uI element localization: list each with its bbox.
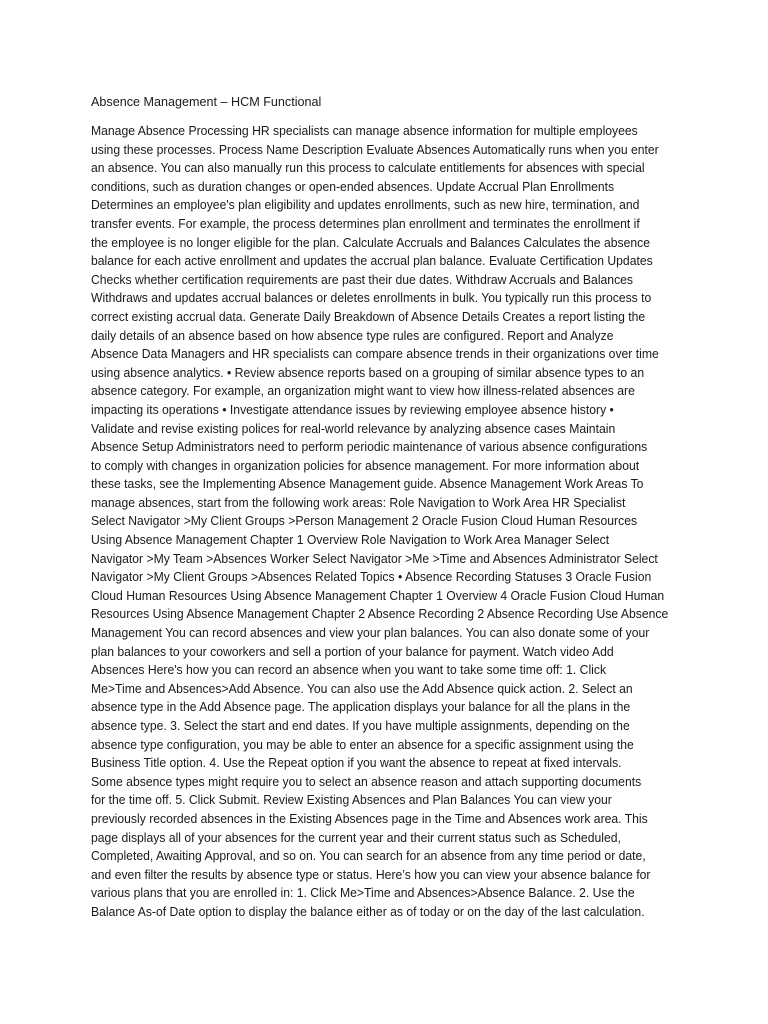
body-text-line: an absence. You can also manually run this process to calculate entitlements for absences with special [91, 161, 645, 176]
body-text-line: Select Navigator >My Client Groups >Person Management 2 Oracle Fusion Cloud Human Resources [91, 514, 638, 529]
body-text-line: Some absence types might require you to select an absence reason and attach supporting documents [91, 774, 642, 789]
body-text-line: balance for each active enrollment and updates the accrual plan balance. Evaluate Certification Updates [91, 254, 653, 269]
body-text-line: absence type. 3. Select the start and end dates. If you have multiple assignments, depending on the [91, 719, 630, 733]
body-text-line: to comply with changes in organization policies for absence management. For more information about [91, 458, 640, 473]
body-text-line: the employee is no longer eligible for the plan. Calculate Accruals and Balances Calculates the absence [91, 235, 651, 250]
body-text-line: Validate and revise existing polices for real-world relevance by analyzing absence cases Maintain [91, 421, 616, 436]
document-body [91, 122, 691, 922]
body-text-line: and even filter the results by absence type or status. Here’s how you can view your absence balance for [91, 867, 651, 882]
body-text-line: absence type configuration, you may be able to enter an absence for a specific assignment using the [91, 737, 634, 752]
body-text-line: Checks whether certification requirements are past their due dates. Withdraw Accruals and Balances [91, 272, 634, 287]
body-text-line: absence category. For example, an organization might want to view how illness-related absences are [91, 384, 635, 399]
body-text-line: Me>Time and Absences>Add Absence. You can also use the Add Absence quick action. 2. Select an [91, 681, 633, 696]
body-text-line: using these processes. Process Name Description Evaluate Absences Automatically runs when you enter [91, 142, 659, 157]
body-text-line: Using Absence Management Chapter 1 Overview Role Navigation to Work Area Manager Select [91, 533, 610, 548]
body-text-line: conditions, such as duration changes or open-ended absences. Update Accrual Plan Enrollments [91, 179, 615, 194]
body-text-line: Business Title option. 4. Use the Repeat option if you want the absence to repeat at fixed intervals. [91, 756, 622, 771]
body-text-line: Absences Here's how you can record an absence when you want to take some time off: 1. Click [91, 663, 607, 678]
body-text-line: Absence Data Managers and HR specialists can compare absence trends in their organizations over time [91, 347, 659, 362]
body-text-line: Completed, Awaiting Approval, and so on. You can search for an absence from any time period or date, [91, 849, 646, 864]
body-text-line: plan balances to your coworkers and sell a portion of your balance for payment. Watch video Add [91, 644, 614, 659]
body-text-line: Navigator >My Team >Absences Worker Select Navigator >Me >Time and Absences Administrator Select [91, 551, 658, 566]
body-text-line: daily details of an absence based on how absence type rules are configured. Report and Analyze [91, 328, 614, 343]
body-text-line: using absence analytics. • Review absence reports based on a grouping of similar absence types to an [91, 365, 645, 380]
document-title: Absence Management – HCM Functional [91, 95, 322, 109]
body-text-line: these tasks, see the Implementing Absence Management guide. Absence Management Work Areas To [91, 477, 644, 492]
body-text-line: correct existing accrual data. Generate Daily Breakdown of Absence Details Creates a report listing the [91, 309, 646, 324]
body-text-line: Navigator >My Client Groups >Absences Related Topics • Absence Recording Statuses 3 Oracle Fusion [91, 570, 652, 585]
body-text-line: page displays all of your absences for the current year and their current status such as Scheduled, [91, 830, 621, 845]
body-text-line: Withdraws and updates accrual balances or deletes enrollments in bulk. You typically run this process to [91, 291, 652, 306]
body-text-line: transfer events. For example, the process determines plan enrollment and terminates the enrollment if [91, 216, 640, 231]
body-text-line: impacting its operations • Investigate attendance issues by reviewing employee absence history • [91, 402, 614, 417]
body-text-line: absence type in the Add Absence page. The application displays your balance for all the plans in the [91, 700, 631, 715]
body-text-line: Resources Using Absence Management Chapter 2 Absence Recording 2 Absence Recording Use Absence [91, 607, 669, 622]
body-text-line: Management You can record absences and view your plan balances. You can also donate some of your [91, 626, 650, 641]
body-text-line: Balance As-of Date option to display the balance either as of today or on the day of the last calculation. [91, 904, 645, 919]
body-text-line: for the time off. 5. Click Submit. Review Existing Absences and Plan Balances You can view your [91, 793, 612, 808]
body-text-line: Cloud Human Resources Using Absence Management Chapter 1 Overview 4 Oracle Fusion Cloud Human [91, 588, 665, 603]
body-text-line: manage absences, start from the following work areas: Role Navigation to Work Area HR Specialist [91, 495, 626, 510]
body-text-line: previously recorded absences in the Existing Absences page in the Time and Absences work area. This [91, 811, 648, 826]
body-text-line: various plans that you are enrolled in: 1. Click Me>Time and Absences>Absence Balance. 2. Use the [91, 886, 635, 901]
body-text-line: Manage Absence Processing HR specialists can manage absence information for multiple employees [91, 124, 638, 138]
body-text-line: Determines an employee's plan eligibility and updates enrollments, such as new hire, termination, and [91, 198, 640, 213]
body-text-line: Absence Setup Administrators need to perform periodic maintenance of various absence configurations [91, 440, 648, 455]
